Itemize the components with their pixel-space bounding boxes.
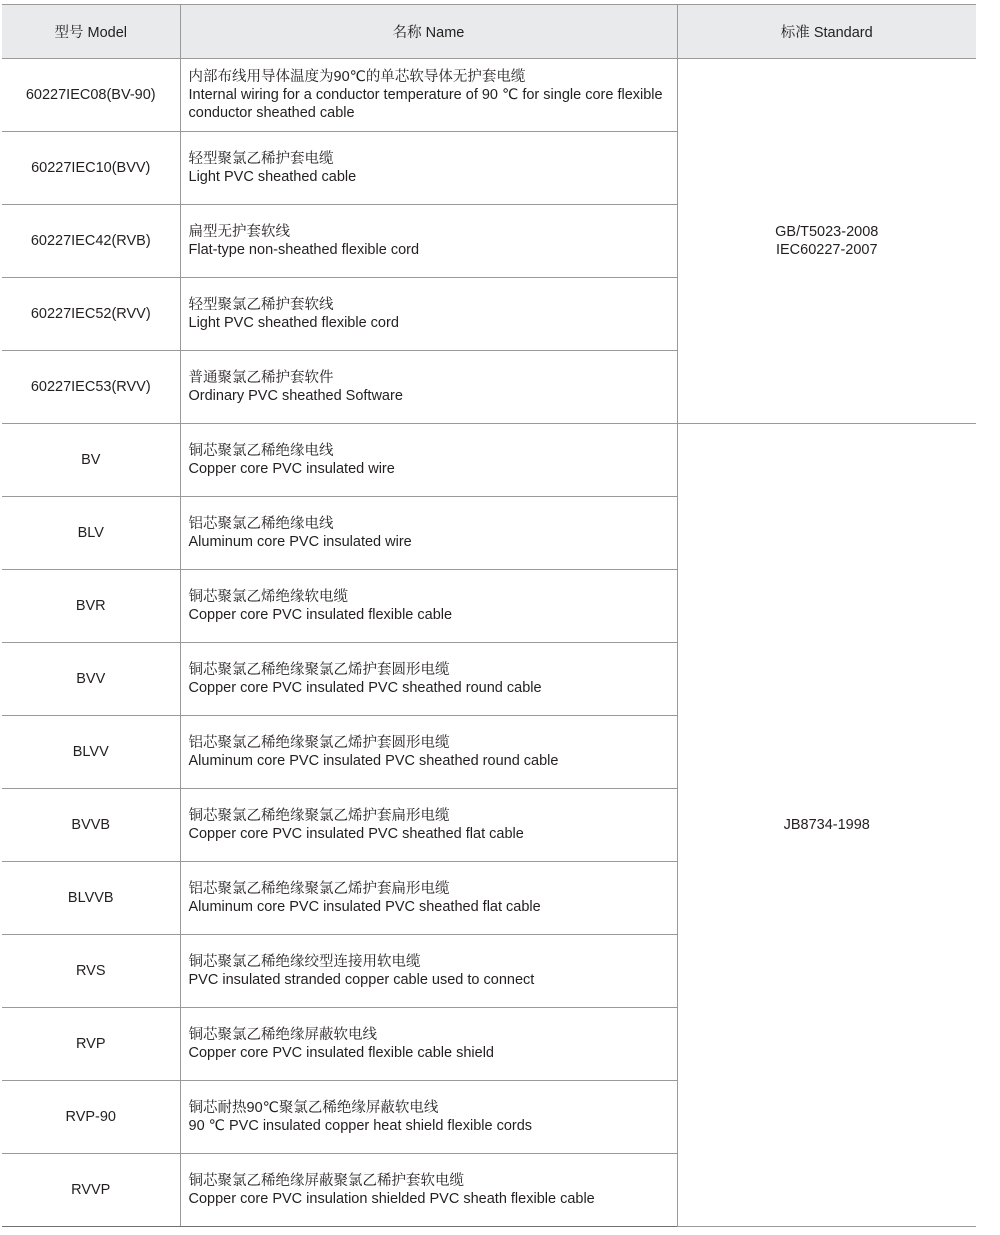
name-en: Copper core PVC insulation shielded PVC sheath flexible cable <box>188 1191 595 1207</box>
cable-spec-table <box>2 4 976 1227</box>
name-cn: 铝芯聚氯乙稀绝缘聚氯乙烯护套扁形电缆 <box>188 881 450 897</box>
name-cell <box>180 1154 677 1227</box>
model-cell: BVV <box>2 643 180 716</box>
name-cell <box>180 1081 677 1154</box>
model-cell: BLV <box>2 497 180 570</box>
model-cell: 60227IEC08(BV-90) <box>2 59 180 132</box>
name-cn: 铜芯聚氯乙稀绝缘聚氯乙烯护套圆形电缆 <box>188 662 450 678</box>
table-row <box>2 59 976 132</box>
name-cn: 铝芯聚氯乙稀绝缘电线 <box>188 516 334 532</box>
name-en: Light PVC sheathed flexible cord <box>188 315 399 331</box>
name-cell <box>180 935 677 1008</box>
name-cell <box>180 205 677 278</box>
name-cn: 铜芯聚氯乙稀绝缘屏蔽聚氯乙稀护套软电缆 <box>188 1173 464 1189</box>
name-en: Flat-type non-sheathed flexible cord <box>188 242 420 258</box>
name-cell <box>180 716 677 789</box>
name-en: Copper core PVC insulated wire <box>188 461 395 477</box>
name-cn: 普通聚氯乙稀护套软件 <box>188 370 334 386</box>
model-cell: 60227IEC53(RVV) <box>2 351 180 424</box>
model-cell: RVP <box>2 1008 180 1081</box>
name-en: 90 ℃ PVC insulated copper heat shield flexible cords <box>188 1118 533 1134</box>
name-cell <box>180 497 677 570</box>
name-cell <box>180 862 677 935</box>
model-cell: BLVVB <box>2 862 180 935</box>
model-cell: RVS <box>2 935 180 1008</box>
name-cell <box>180 59 677 132</box>
name-cell <box>180 278 677 351</box>
model-cell: 60227IEC10(BVV) <box>2 132 180 205</box>
name-cn: 扁型无护套软线 <box>188 224 290 240</box>
name-en: Aluminum core PVC insulated PVC sheathed flat cable <box>188 899 541 915</box>
name-en: Internal wiring for a conductor temperature of 90 ℃ for single core flexible conductor sheathed cable <box>188 87 663 121</box>
name-en: Copper core PVC insulated PVC sheathed flat cable <box>188 826 524 842</box>
model-cell: RVVP <box>2 1154 180 1227</box>
name-cell <box>180 643 677 716</box>
standard-cell <box>677 424 976 1227</box>
name-cn: 铜芯聚氯乙稀绝缘绞型连接用软电缆 <box>188 954 421 970</box>
header-name: 名称 Name <box>180 5 677 59</box>
model-cell: 60227IEC42(RVB) <box>2 205 180 278</box>
name-en: Aluminum core PVC insulated PVC sheathed round cable <box>188 753 559 769</box>
model-cell: BV <box>2 424 180 497</box>
name-en: Copper core PVC insulated flexible cable <box>188 607 453 623</box>
model-cell: BVVB <box>2 789 180 862</box>
name-cell <box>180 351 677 424</box>
table-row <box>2 424 976 497</box>
name-en: Light PVC sheathed cable <box>188 169 357 185</box>
name-cn: 铜芯聚氯乙稀绝缘屏蔽软电线 <box>188 1027 377 1043</box>
model-cell: BLVV <box>2 716 180 789</box>
name-cn: 铜芯聚氯乙稀绝缘聚氯乙烯护套扁形电缆 <box>188 808 450 824</box>
standard-line: GB/T5023-2008 <box>775 224 879 240</box>
name-cell <box>180 789 677 862</box>
name-cell <box>180 570 677 643</box>
name-cell <box>180 1008 677 1081</box>
name-cn: 轻型聚氯乙稀护套电缆 <box>188 151 334 167</box>
standard-line: IEC60227-2007 <box>775 242 878 258</box>
name-en: Copper core PVC insulated flexible cable shield <box>188 1045 494 1061</box>
name-cn: 铝芯聚氯乙稀绝缘聚氯乙烯护套圆形电缆 <box>188 735 450 751</box>
name-cn: 轻型聚氯乙稀护套软线 <box>188 297 334 313</box>
name-cn: 铜芯聚氯乙烯绝缘软电缆 <box>188 589 348 605</box>
model-cell: 60227IEC52(RVV) <box>2 278 180 351</box>
name-cn: 内部布线用导体温度为90℃的单芯软导体无护套电缆 <box>188 69 526 85</box>
table-header-row <box>2 5 976 59</box>
name-en: Ordinary PVC sheathed Software <box>188 388 403 404</box>
model-cell: RVP-90 <box>2 1081 180 1154</box>
name-cell <box>180 132 677 205</box>
name-cn: 铜芯耐热90℃聚氯乙稀绝缘屏蔽软电线 <box>188 1100 439 1116</box>
name-cn: 铜芯聚氯乙稀绝缘电线 <box>188 443 334 459</box>
name-cell <box>180 424 677 497</box>
standard-line: JB8734-1998 <box>783 817 870 833</box>
name-en: Copper core PVC insulated PVC sheathed round cable <box>188 680 542 696</box>
name-en: PVC insulated stranded copper cable used to connect <box>188 972 535 988</box>
name-en: Aluminum core PVC insulated wire <box>188 534 412 550</box>
model-cell: BVR <box>2 570 180 643</box>
header-standard: 标准 Standard <box>677 5 976 59</box>
standard-cell <box>677 59 976 424</box>
header-model: 型号 Model <box>2 5 180 59</box>
